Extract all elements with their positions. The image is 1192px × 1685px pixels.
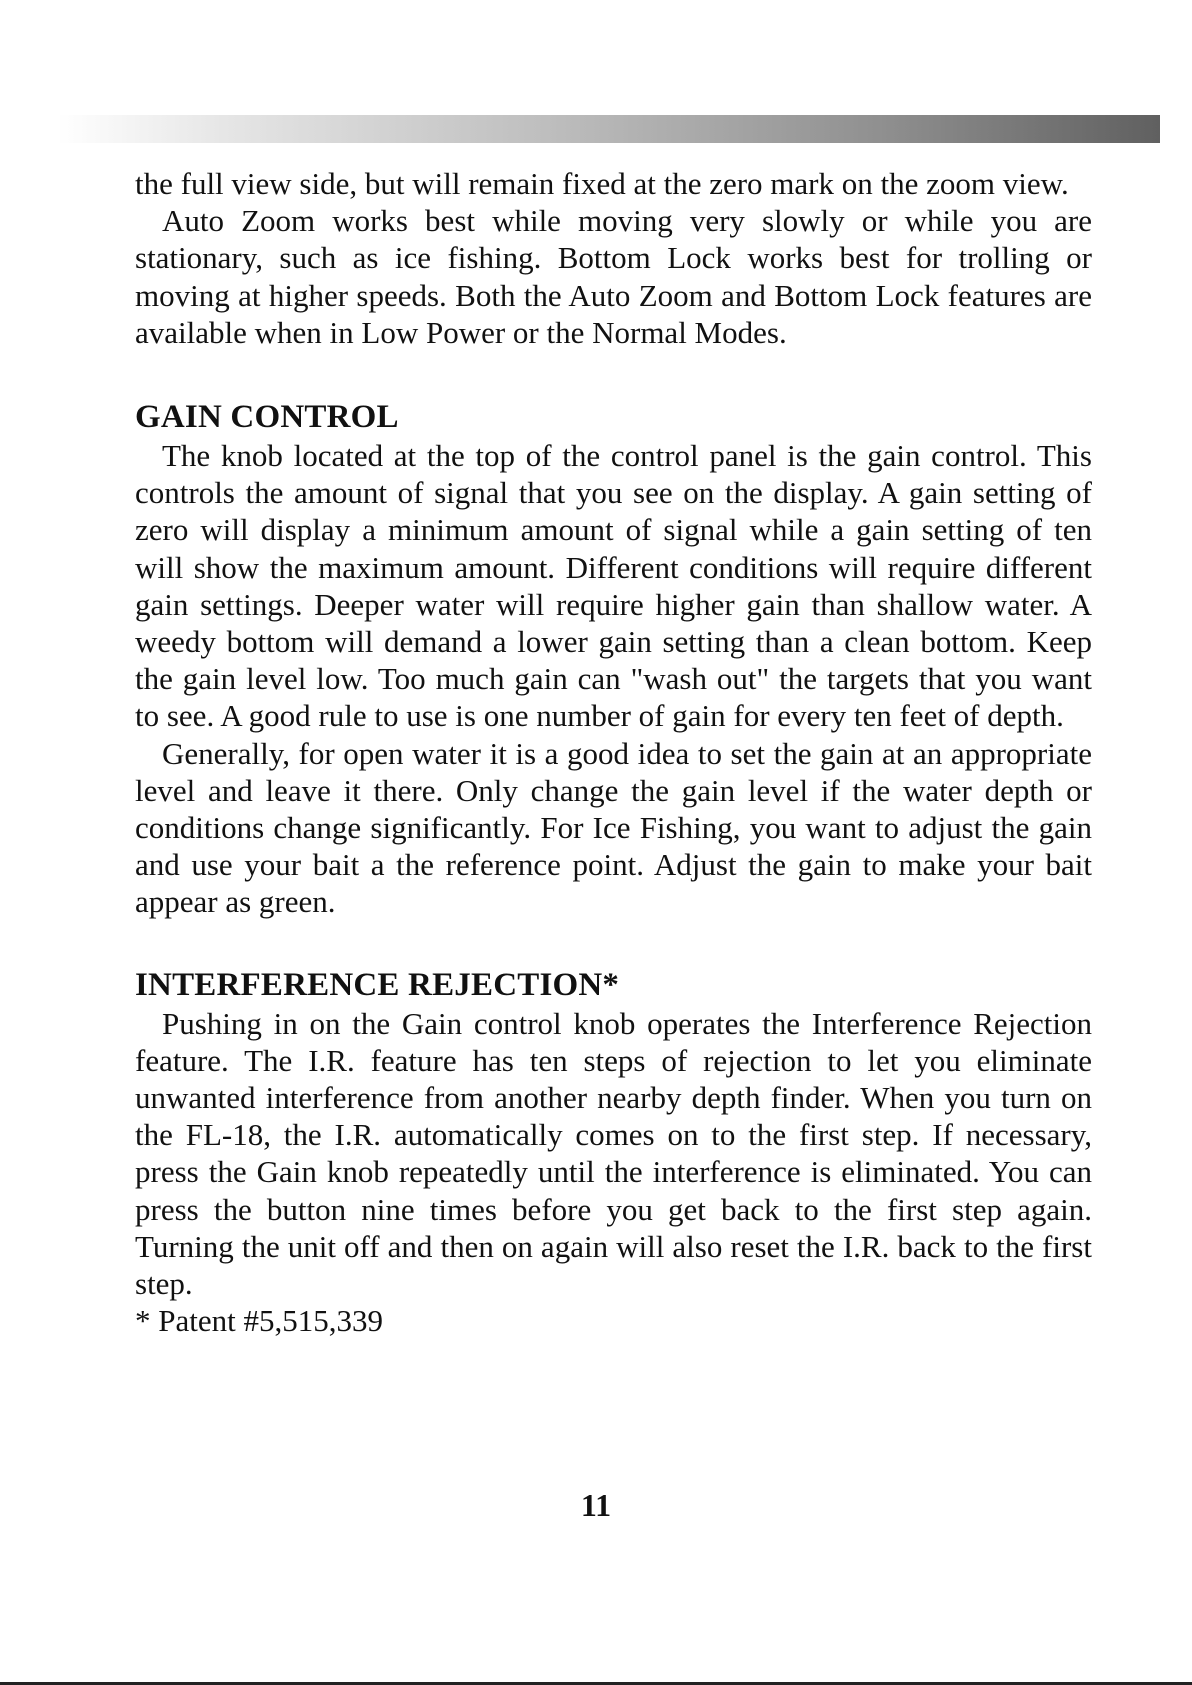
page-content xyxy=(135,165,1092,1339)
patent-footnote: * Patent #5,515,339 xyxy=(135,1303,383,1339)
paragraph-gain-general: Generally, for open water it is a good idea to set the gain at an appropriate level and leave it there. Only change the gain level if the water depth or conditions change significantly. For Ice Fishing, you want to adjust the gain and use your bait a the reference point. Adjust the gain to make your bait appear as green. xyxy=(135,735,1092,920)
header-gradient-bar xyxy=(58,115,1160,143)
paragraph-interference-rejection: Pushing in on the Gain control knob operates the Interference Rejection feature. The I.R. feature has ten steps of rejection to let you eliminate unwanted interference from another nearby depth finder. When you turn on the FL-18, the I.R. automatically comes on to the first step. If necessary, press the Gain knob repeatedly until the interference is eliminated. You can press the button nine times before you get back to the first step again. Turning the unit off and then on again will also reset the I.R. back to the first step. xyxy=(135,1005,1092,1302)
paragraph-auto-zoom: Auto Zoom works best while moving very slowly or while you are stationary, such as ice fishing. Bottom Lock works best for trolling or moving at higher speeds. Both the Auto Zoom and Bottom Lock features are available when in Low Power or the Normal Modes. xyxy=(135,203,1092,350)
heading-interference-rejection: INTERFERENCE REJECTION* xyxy=(135,966,620,1003)
paragraph-continuation: the full view side, but will remain fixed at the zero mark on the zoom view. xyxy=(135,166,1069,201)
heading-gain-control: GAIN CONTROL xyxy=(135,399,399,436)
page-number: 11 xyxy=(580,1487,612,1523)
paragraph-gain-knob: The knob located at the top of the control panel is the gain control. This controls the amount of signal that you see on the display. A gain setting of zero will display a minimum amount of signal while a gain setting of ten will show the maximum amount. Different conditions will require different gain settings. Deeper water will require higher gain than shallow water. A weedy bottom will demand a lower gain setting than a clean bottom. Keep the gain level low. Too much gain can "wash out" the targets that you want to see. A good rule to use is one number of gain for every ten feet of depth. xyxy=(135,438,1092,734)
